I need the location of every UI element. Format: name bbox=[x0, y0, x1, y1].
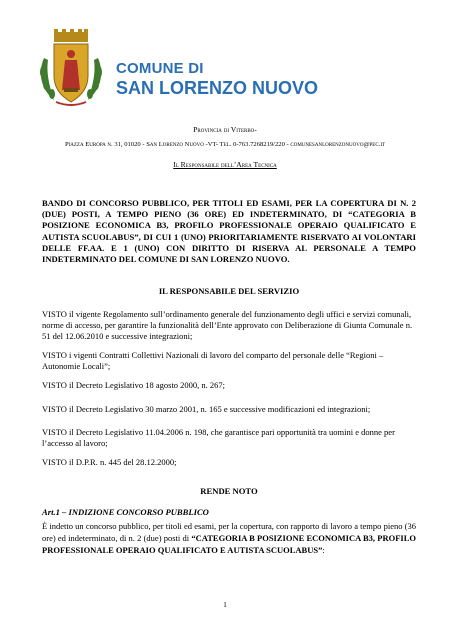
coat-of-arms-icon bbox=[34, 28, 108, 110]
paragraph: VISTO il Decreto Legislativo 18 agosto 2000, n. 267; bbox=[42, 380, 226, 390]
article-body-bold: “CATEGORIA B POSIZIONE ECONOMICA B3, PROFILO PROFESSIONALE OPERAIO QUALIFICATO E AUTISTA SCUOLABUS” bbox=[42, 532, 416, 555]
address-line: Piazza Europa n. 31, 01020 - San Lorenzo Nuovo -VT- Tel. 0-763.7268219/220 - comunesanlorenzonuovo@pec.it bbox=[64, 141, 386, 148]
office-line: Il Responsabile dell’Area Tecnica bbox=[173, 160, 277, 169]
paragraph: VISTO il Decreto Legislativo 30 marzo 2001, n. 165 e successive modificazioni ed integrazioni; bbox=[42, 404, 371, 414]
article-title: Art.1 – INDIZIONE CONCORSO PUBBLICO bbox=[42, 507, 209, 517]
section-heading-responsabile: IL RESPONSABILE DEL SERVIZIO bbox=[158, 286, 300, 296]
paragraph: VISTO il vigente Regolamento sull’ordinamento generale del funzionamento degli uffici e servizi comunali, norme di accesso, per garantire la funzionalità dell’Ente approvato con Deliberazione di Giunta Comunale n. 51 del 12.06.2010 e successive integrazioni; bbox=[42, 309, 413, 342]
paragraph: VISTO i vigenti Contratti Collettivi Nazionali di lavoro del comparto del personale delle “Regioni – Autonomie Locali”; bbox=[42, 350, 384, 372]
logo-text-town: SAN LORENZO NUOVO bbox=[116, 78, 319, 98]
province-line: Provincia di Viterbo- bbox=[193, 125, 257, 134]
municipality-logo bbox=[34, 28, 319, 110]
article-body-text: È indetto un concorso pubblico, per titoli ed esami, per la copertura, con rapporto di lavoro a tempo pieno (36 ore) ed indeterminato, di n. 2 (due) posti di bbox=[42, 521, 416, 543]
notice-title: BANDO DI CONCORSO PUBBLICO, PER TITOLI ED ESAMI, PER LA COPERTURA DI N. 2 (DUE) POSTI, A TEMPO PIENO (36 ORE) ED INDETERMINATO, DI “CATEGORIA B POSIZIONE ECONOMICA B3, PROFILO PROFESSIONALE OPERAIO QUALIFICATO E AUTISTA SCUOLABUS”, DI CUI 1 (UNO) PRIORITARIAMENTE RISERVATO AI VOLONTARI DELLE FF.AA. E 1 (UNO) CON DIRITTO DI RISERVA AL PERSONALE A TEMPO INDETERMINATO DEL COMUNE DI SAN LORENZO NUOVO. bbox=[42, 198, 416, 265]
page-number: 1 bbox=[223, 600, 227, 609]
paragraph: VISTO il Decreto Legislativo 11.04.2006 n. 198, che garantisce pari opportunità tra uomini e donne per l’accesso al lavoro; bbox=[42, 427, 395, 449]
logo-text-comune: COMUNE DI bbox=[116, 60, 204, 77]
paragraph: VISTO il D.P.R. n. 445 del 28.12.2000; bbox=[42, 457, 177, 467]
article-body-end: : bbox=[322, 544, 325, 555]
section-heading-rende-noto: RENDE NOTO bbox=[200, 486, 258, 496]
article-body bbox=[42, 521, 416, 556]
